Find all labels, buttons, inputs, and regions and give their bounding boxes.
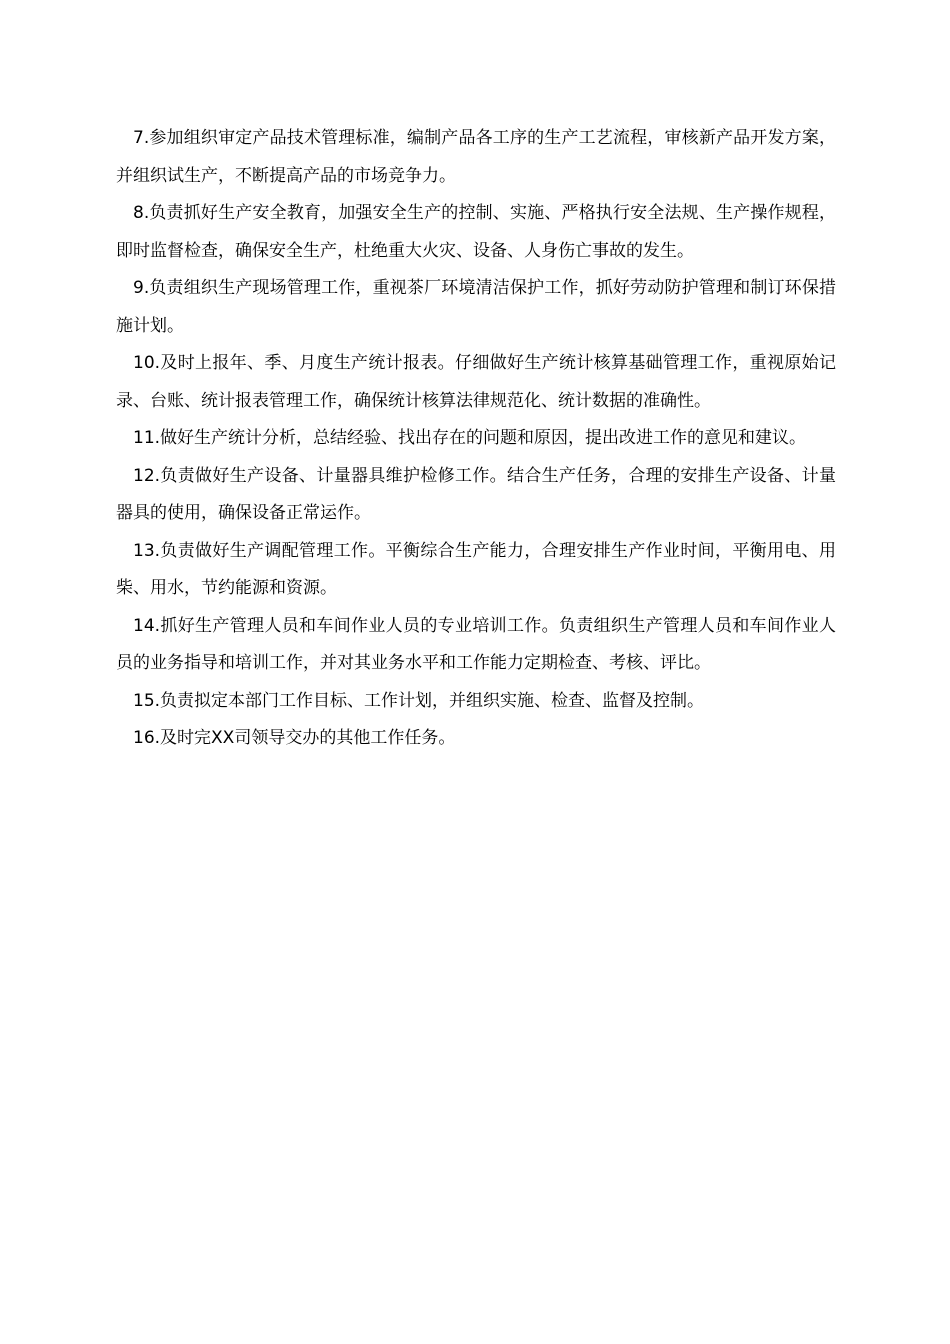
paragraph-item-8: 8.负责抓好生产安全教育，加强安全生产的控制、实施、严格执行安全法规、生产操作规程，即时监督检查，确保安全生产，杜绝重大火灾、设备、人身伤亡事故的发生。 — [116, 203, 836, 261]
paragraph-item-15: 15.负责拟定本部门工作目标、工作计划，并组织实施、检查、监督及控制。 — [133, 690, 705, 711]
paragraph-item-9: 9.负责组织生产现场管理工作，重视茶厂环境清洁保护工作，抓好劳动防护管理和制订环保措施计划。 — [116, 278, 836, 336]
paragraph-item-14: 14.抓好生产管理人员和车间作业人员的专业培训工作。负责组织生产管理人员和车间作业人员的业务指导和培训工作，并对其业务水平和工作能力定期检查、考核、评比。 — [116, 615, 836, 673]
paragraph-item-11: 11.做好生产统计分析，总结经验、找出存在的问题和原因，提出改进工作的意见和建议。 — [133, 428, 807, 448]
paragraph-item-7: 7.参加组织审定产品技术管理标准，编制产品各工序的生产工艺流程，审核新产品开发方案，并组织试生产，不断提高产品的市场竞争力。 — [116, 128, 836, 186]
paragraph-item-10: 10.及时上报年、季、月度生产统计报表。仔细做好生产统计核算基础管理工作，重视原始记录、台账、统计报表管理工作，确保统计核算法律规范化、统计数据的准确性。 — [116, 353, 836, 411]
paragraph-item-12: 12.负责做好生产设备、计量器具维护检修工作。结合生产任务，合理的安排生产设备、计量器具的使用，确保设备正常运作。 — [116, 465, 836, 523]
paragraph-item-16: 16.及时完XX司领导交办的其他工作任务。 — [133, 728, 456, 748]
paragraph-item-13: 13.负责做好生产调配管理工作。平衡综合生产能力，合理安排生产作业时间，平衡用电、用柴、用水，节约能源和资源。 — [116, 540, 836, 598]
document-body — [116, 120, 836, 758]
